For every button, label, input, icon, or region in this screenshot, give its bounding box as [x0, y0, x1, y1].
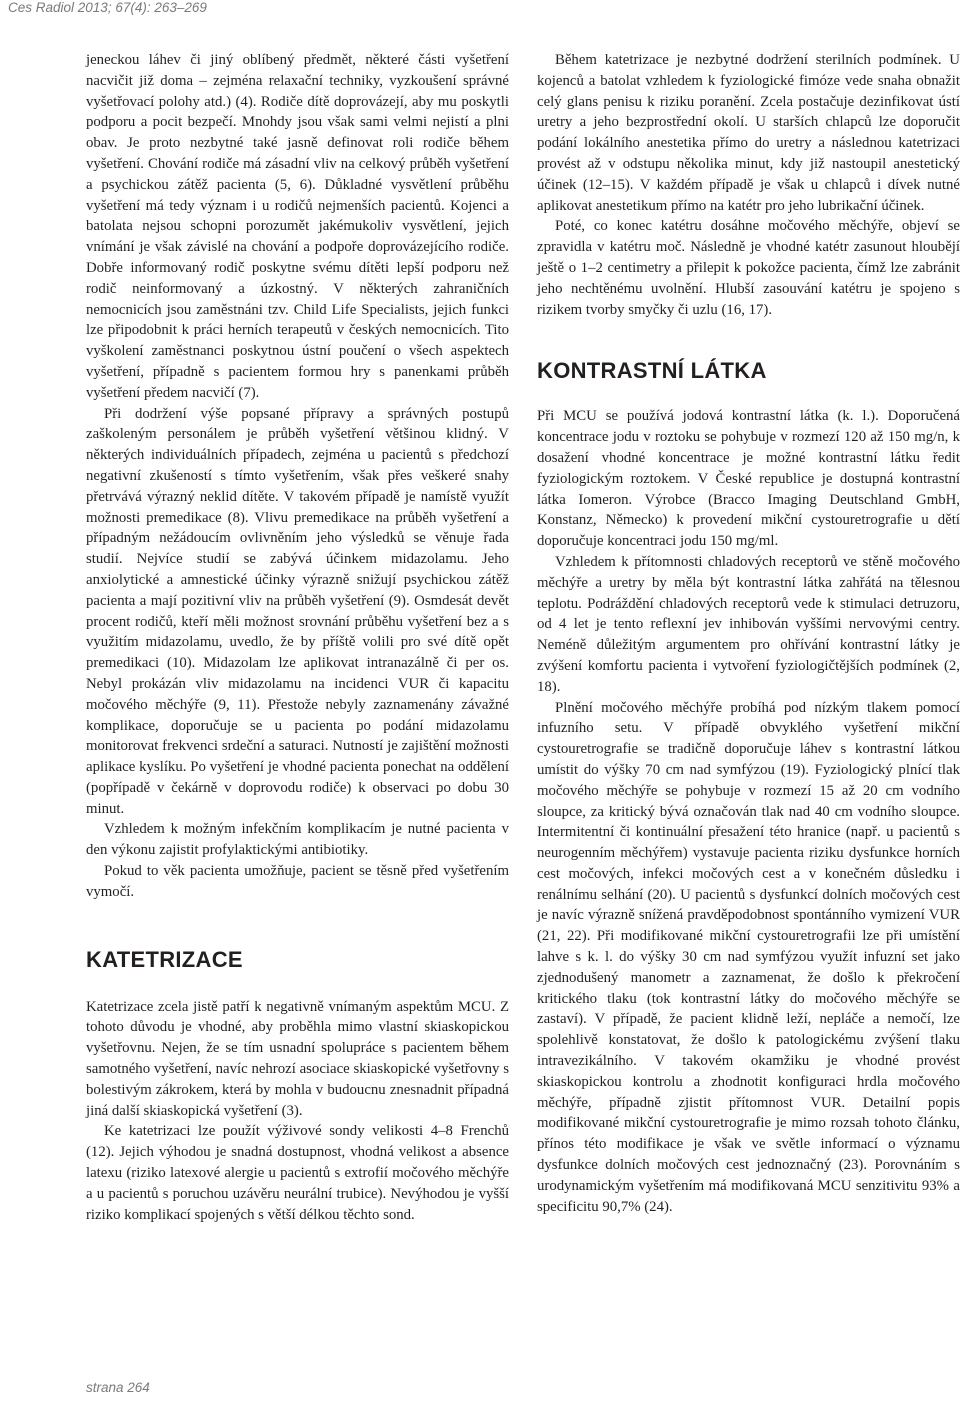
paragraph: Plnění močového měchýře probíhá pod nízkým tlakem pomocí infuzního setu. V případě obvyklého vyšetření mikční cystouretrografie se tradičně doporučuje láhev s kontrastní látkou umístit do výšky 70 cm nad symfýzou (19). Fyziologický plnící tlak močového měchýře se pohybuje v rozmezí 15 až 20 cm vodního sloupce, za kritický bývá označován tlak nad 40 cm vodního sloupce. Intermitentní či kontinuální přesažení této hranice (např. u pacientů s neurogenním měchýřem) vystavuje pacienta riziku dysfunkce horních cest močových, infekci močových cest a v konečném důsledku i renálnímu selhání (20). U pacientů s dysfunkcí dolních močových cest je navíc výrazně snížená pravděpodobnost spontánního vymizení VUR (21, 22). Při modifikované mikční cystouretrografii lze při umístění lahve s k. l. do výšky 30 cm nad symfýzou využít infuzní set jako zjednodušený manometr a zaznamenat, že došlo k překročení kritického tlaku (tok kontrastní látky do močového měchýře se zastaví). V případě, že pacient klidně leží, nepláče a nemočí, lze spolehlivě konstatovat, že došlo k patologickému zvýšení tlaku intravezikálního. V takovém okamžiku je vhodné provést skiaskopickou kontrolu a zhodnotit konfiguraci hrdla močového měchýře, případně zjistit přítomnost VUR. Detailní popis modifikované mikční cystouretrografie je mimo rozsah tohoto článku, přínos této modifikace je však ve světle informací o významu dysfunkce dolních močových cest jednoznačný (23). Porovnáním s urodynamickým vyšetřením má modifikovaná MCU senzitivitu 93% a specificitu 90,7% (24).	[537, 699, 960, 1215]
paragraph: Při MCU se používá jodová kontrastní látka (k. l.). Doporučená koncentrace jodu v roztoku se pohybuje v rozmezí 120 až 150 mg/n, k dosažení vhodné koncentrace je možné kontrastní látku ředit fyziologickým roztokem. V České republice je dostupná kontrastní látka Iomeron. Výrobce (Bracco Imaging Deutschland GmbH, Konstanz, Německo) k provedení mikční cystouretrografie u dětí doporučuje koncentraci jodu 150 mg/ml.	[537, 408, 960, 550]
page-number: strana 264	[86, 1380, 150, 1395]
right-column	[537, 50, 960, 1217]
running-head: Ces Radiol 2013; 67(4): 263–269	[8, 0, 207, 15]
section-heading-kontrastni-latka: KONTRASTNÍ LÁTKA	[537, 358, 767, 384]
paragraph: Poté, co konec katétru dosáhne močového měchýře, objeví se zpravidla v katétru moč. Následně je vhodné katétr zasunout hloubějí ještě o 1–2 centimetry a přilepit k pokožce pacienta, čímž lze zabránit jeho nechtěnému uvolnění. Hlubší zasouvání katétru je spojeno s rizikem tvorby smyčky či uzlu (16, 17).	[537, 218, 960, 318]
paragraph: Ke katetrizaci lze použít výživové sondy velikosti 4–8 Frenchů (12). Jejich výhodou je snadná dostupnost, vhodná velikost a absence latexu (riziko latexové alergie u pacientů s extrofií močového měchýře a u pacientů s poruchou uzávěru neurální trubice). Nevýhodou je vyšší riziko komplikací spojených s větší délkou těchto sond.	[86, 1123, 509, 1223]
paragraph: Vzhledem k přítomnosti chladových receptorů ve stěně močového měchýře a uretry by měla být kontrastní látka zahřátá na tělesnou teplotu. Podráždění chladových receptorů vede k stimulaci detruzoru, od 4 let je tento reflexní jev inhibován vyššími nervovými centry. Neméně důležitým argumentem pro ohřívání kontrastní látky je zvýšení komfortu pacienta i vytvoření fyziologičtějších podmínek (2, 18).	[537, 553, 960, 695]
left-column	[86, 50, 509, 1225]
paragraph: Během katetrizace je nezbytné dodržení sterilních podmínek. U kojenců a batolat vzhledem k fyziologické fimóze vede snaha obnažit celý glans penisu k riziku poranění. Zcela postačuje dezinfikovat ústí uretry a jeho bezprostřední okolí. U starších chlapců lze doporučit podání lokálního anestetika přímo do uretry a následnou katetrizaci provést až v odstupu několika minut, kdy již nastoupil anestetický účinek (12–15). V každém případě je však u chlapců i dívek nutné aplikovat anestetikum přímo na katétr pro jeho lubrikační účinek.	[537, 52, 960, 214]
paragraph: Pokud to věk pacienta umožňuje, pacient se těsně před vyšetřením vymočí.	[86, 863, 509, 900]
paragraph: Katetrizace zcela jistě patří k negativně vnímaným aspektům MCU. Z tohoto důvodu je vhodné, aby proběhla mimo vlastní skiaskopickou vyšetřovnu. Nejen, že se tím usnadní spolupráce s pacientem během samotného vyšetření, navíc nehrozí asociace skiaskopické vyšetřovny s bolestivým zákrokem, která by mohla v budoucnu znesnadnit případná jiná další skiaskopická vyšetření (3).	[86, 998, 509, 1119]
paragraph: jeneckou láhev či jiný oblíbený předmět, některé části vyšetření nacvičit již doma – zejména relaxační techniky, vyzkoušení správné vyšetřovací polohy atd.) (4). Rodiče dítě doprovázejí, aby mu poskytli podporu a pocit bezpečí. Mnohdy jsou však sami velmi nejistí a plni obav. Je proto nezbytné také jasně definovat roli rodiče během vyšetření. Chování rodiče má zásadní vliv na celkový průběh vyšetření a psychickou zátěž pacienta (5, 6). Důkladné vysvětlení průběhu vyšetření má tedy význam i u rodičů nejmenších pacientů. Kojenci a batolata nejsou schopni porozumět jakémukoliv vysvětlení, jejich vnímání je však závislé na chování a podpoře doprovázejícího rodiče. Dobře informovaný rodič poskytne svému dítěti lepší podporu než rodič neinformovaný a úzkostný. V některých zahraničních nemocnicích jsou zaměstnáni tzv. Child Life Specialists, jejich funkci lze připodobnit k práci herních terapeutů v českých nemocnicích. Tito vyškolení zaměstnanci poskytnou ústní poučení o všech aspektech vyšetření, případně s pacientem formou hry s panenkami průběh vyšetření předem nacvičí (7).	[86, 52, 509, 401]
paragraph: Vzhledem k možným infekčním komplikacím je nutné pacienta v den výkonu zajistit profylaktickými antibiotiky.	[86, 821, 509, 859]
paragraph: Při dodržení výše popsané přípravy a správných postupů zaškoleným personálem je průběh vyšetření většinou klidný. V některých individuálních případech, zejména u pacientů s předchozí negativní zkušeností s tímto vyšetřením, však přes veškeré snahy přetrvává výrazný neklid dítěte. V takovém případě je namístě využít možnosti premedikace (8). Vlivu premedikace na průběh vyšetření a případným nežádoucím ovlivněním jeho výsledků se věnuje řada studií. Nejvíce studií se zabývá účinkem midazolamu. Jeho anxiolytické a amnestické účinky výrazně snižují psychickou zátěž pacienta a mají pozitivní vliv na průběh vyšetření (9). Osmdesát devět procent rodičů, kteří měli možnost srovnání průběhu vyšetření bez a s využitím midazolamu, uvedlo, že by příště volili pro své dítě opět premedikaci (10). Midazolam lze aplikovat intranazálně či per os. Nebyl prokázán vliv midazolamu na incidenci VUR či kapacitu močového měchýře (9, 11). Přestože nebyly zaznamenány závažné komplikace, doporučuje se u pacienta po podání midazolamu monitorovat frekvenci srdeční a saturaci. Nutností je zajištění možnosti aplikace kyslíku. Po vyšetření je vhodné pacienta ponechat na oddělení (popřípadě v čekárně v doprovodu rodiče) k observaci po dobu 30 minut.	[86, 405, 509, 817]
section-heading-katetrizace: KATETRIZACE	[86, 946, 243, 972]
